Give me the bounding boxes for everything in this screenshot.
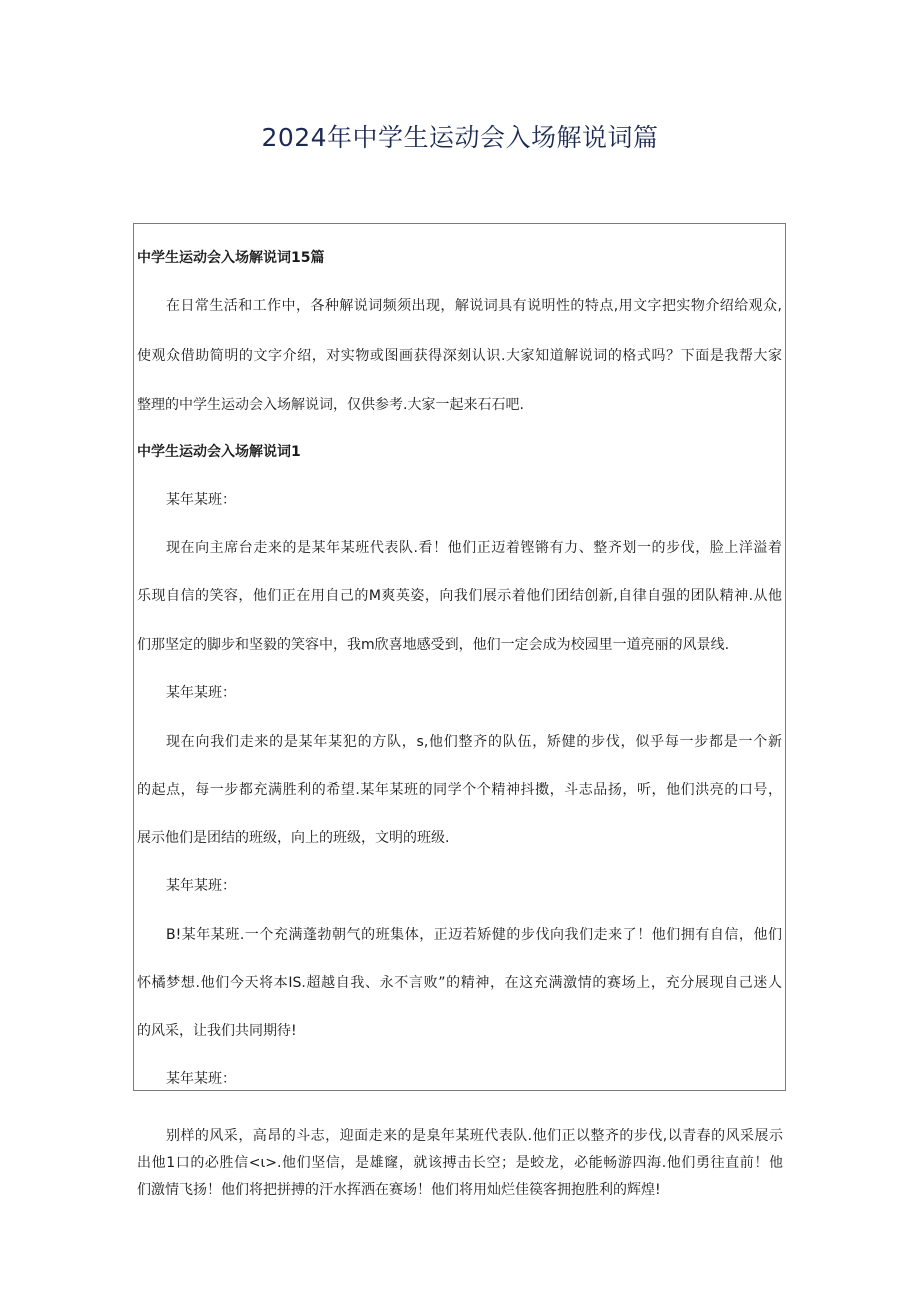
paragraph-line: 别样的风采，高昂的斗志，迎面走来的是臬年某班代表队.他们正以整齐的步伐,以青春的风采展示 [166, 1128, 783, 1144]
paragraph-line: 现在向主席台走来的是某年某班代表队.看！他们正迈着铿锵有力、整齐划一的步伐，脸上洋溢着 [166, 540, 782, 556]
paragraph-line: 的风采，让我们共同期待! [137, 1023, 297, 1039]
paragraph-line: 现在向我们走来的是某年某犯的方队，s,他们整齐的队伍，矫健的步伐，似乎每一步都是一个新 [166, 734, 782, 750]
paragraph-line: 出他1口的必胜信<ι>.他们坚信，是雄窿，就该搏击长空；是蛟龙，必能畅游四海.他们勇往直前！他 [137, 1155, 783, 1171]
paragraph-line: 在日常生活和工作中，各种解说词频须出现，解说词具有说明性的特点,用文字把实物介绍给观众, [166, 298, 782, 314]
heading-section-1: 中学生运动会入场解说词1 [137, 444, 301, 460]
paragraph-line: B!某年某班.一个充满蓬勃朝气的班集体，正迈若矫健的步伐向我们走来了！他们拥有自信，他们 [166, 927, 782, 943]
heading-main: 中学生运动会入场解说词15篇 [137, 250, 325, 266]
paragraph-line: 的起点，每一步都充满胜利的希望.某年某班的同学个个精神抖擞，斗志品扬，听，他们洪亮的口号， [137, 782, 782, 798]
paragraph-line: 乐现自信的笑容，他们正在用自己的M爽英姿，向我们展示着他们团结创新,自律自强的团队精神.从他 [137, 588, 782, 604]
class-label: 某年某班： [166, 878, 236, 894]
class-label: 某年某班： [166, 685, 236, 701]
paragraph-line: 们那坚定的脚步和坚毅的笑容中，我m欣喜地感受到，他们一定会成为校园里一道亮丽的风景线. [137, 637, 730, 653]
class-label: 某年某班： [166, 492, 236, 508]
paragraph-line: 整理的中学生运动会入场解说词，仅供参考.大家一起来石石吧. [137, 397, 524, 413]
paragraph-line: 使观众借助简明的文字介绍，对实物或图画获得深刻认识.大家知道解说词的格式吗？下面是我帮大家 [137, 348, 782, 364]
document-title: 2024年中学生运动会入场解说词篇 [261, 123, 659, 152]
paragraph-line: 展示他们是团结的班级，向上的班级，文明的班级. [137, 830, 450, 846]
paragraph-line: 们激情飞扬！他们将把拼搏的汗水挥洒在赛场！他们将用灿烂佳篌客拥抱胜利的辉煌! [137, 1182, 661, 1198]
class-label: 某年某班： [166, 1071, 236, 1087]
paragraph-line: 怀橘梦想.他们今天将本IS.超越自我、永不言败”的精神，在这充满激情的赛场上，充分展现自己迷人 [137, 975, 782, 991]
